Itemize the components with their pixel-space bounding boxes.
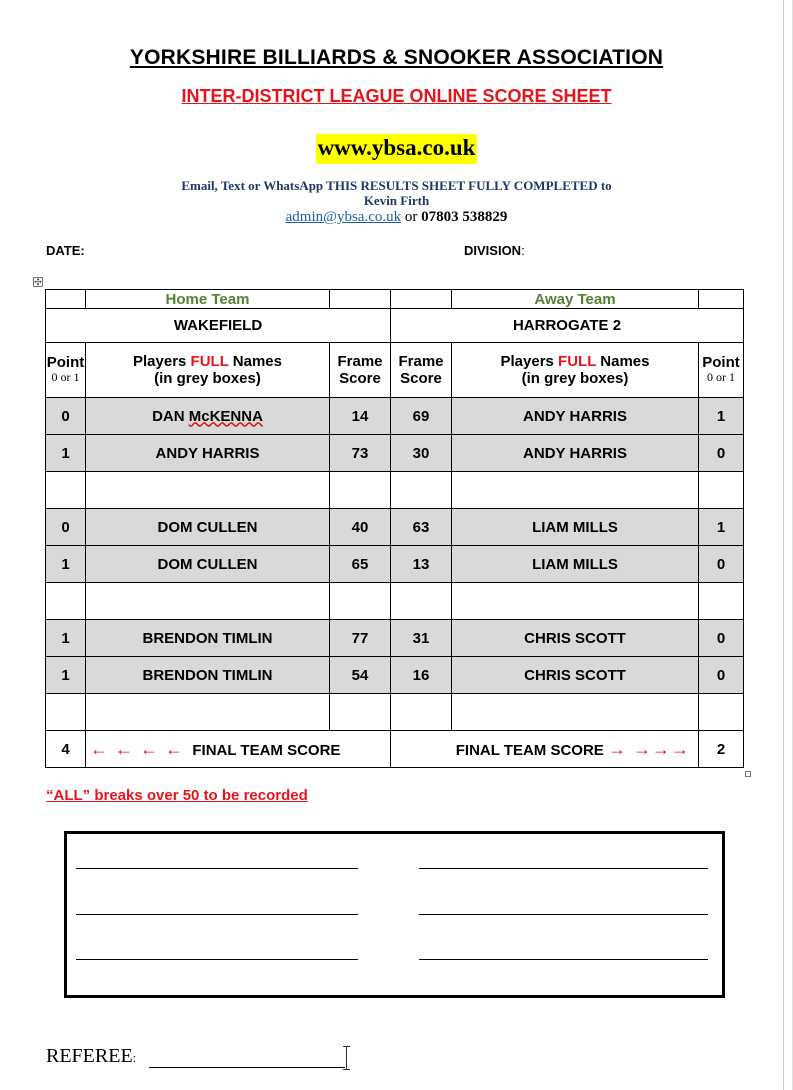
away-score-cell[interactable]: 63 [391, 509, 452, 546]
home-point-header: Point 0 or 1 [46, 343, 86, 398]
home-point-cell[interactable] [46, 472, 86, 509]
home-point-cell[interactable]: 1 [46, 546, 86, 583]
home-score-cell[interactable]: 73 [330, 435, 391, 472]
table-row [46, 435, 744, 472]
away-score-cell[interactable]: 30 [391, 435, 452, 472]
phone-number: 07803 538829 [421, 209, 508, 225]
away-point-header: Point 0 or 1 [699, 343, 744, 398]
away-player-cell[interactable] [452, 583, 699, 620]
final-score-row [46, 731, 744, 768]
move-icon[interactable]: ✣ [34, 277, 42, 287]
table-row [46, 657, 744, 694]
table-row [46, 583, 744, 620]
away-score-cell[interactable] [391, 583, 452, 620]
home-player-cell[interactable] [86, 694, 330, 731]
away-team-name[interactable]: HARROGATE 2 [391, 309, 744, 343]
table-row [46, 546, 744, 583]
table-row [46, 620, 744, 657]
home-final-label: ← ← ← ← FINAL TEAM SCORE [86, 731, 391, 768]
home-player-cell[interactable]: DOM CULLEN [86, 509, 330, 546]
table-row [46, 398, 744, 435]
away-score-cell[interactable]: 16 [391, 657, 452, 694]
home-score-cell[interactable]: 65 [330, 546, 391, 583]
away-final-label: FINAL TEAM SCORE → →→→ [391, 731, 699, 768]
break-line[interactable] [76, 959, 358, 960]
away-player-cell[interactable] [452, 472, 699, 509]
home-total[interactable]: 4 [46, 731, 86, 768]
home-player-cell[interactable] [86, 583, 330, 620]
away-score-cell[interactable]: 69 [391, 398, 452, 435]
home-score-cell[interactable]: 14 [330, 398, 391, 435]
division-label [464, 243, 525, 258]
away-player-cell[interactable]: LIAM MILLS [452, 546, 699, 583]
instructions [0, 178, 793, 208]
away-point-cell[interactable] [699, 583, 744, 620]
page-title: YORKSHIRE BILLIARDS & SNOOKER ASSOCIATION [129, 46, 664, 69]
away-point-cell[interactable]: 0 [699, 620, 744, 657]
break-line[interactable] [419, 914, 708, 915]
text-cursor-icon [346, 1046, 347, 1070]
home-point-cell[interactable] [46, 694, 86, 731]
away-player-cell[interactable]: ANDY HARRIS [452, 398, 699, 435]
email-link[interactable]: admin@ybsa.co.uk [285, 209, 402, 225]
referee-signature-line[interactable] [149, 1067, 345, 1068]
home-players-header: Players FULL Names (in grey boxes) [86, 343, 330, 398]
away-player-cell[interactable] [452, 694, 699, 731]
home-score-cell[interactable]: 40 [330, 509, 391, 546]
website-link[interactable]: www.ybsa.co.uk [316, 134, 478, 164]
away-player-cell[interactable]: LIAM MILLS [452, 509, 699, 546]
or-text: or [404, 209, 418, 225]
away-point-cell[interactable] [699, 472, 744, 509]
away-score-cell[interactable] [391, 472, 452, 509]
away-point-cell[interactable]: 0 [699, 657, 744, 694]
date-label: DATE: [46, 243, 85, 258]
division-colon: : [521, 243, 525, 258]
home-point-cell[interactable]: 1 [46, 435, 86, 472]
column-header-row [46, 343, 744, 398]
home-point-cell[interactable]: 0 [46, 398, 86, 435]
breaks-note: “ALL” breaks over 50 to be recorded [46, 787, 308, 804]
away-team-label: Away Team [452, 290, 699, 309]
table-row [46, 509, 744, 546]
team-name-row [46, 309, 744, 343]
arrow-right-icon: → →→→ [607, 738, 690, 759]
home-score-cell[interactable]: 54 [330, 657, 391, 694]
home-player-cell[interactable]: DAN McKENNA [86, 398, 330, 435]
spellcheck-underline: McKENNA [188, 407, 263, 425]
break-line[interactable] [419, 959, 708, 960]
home-point-cell[interactable]: 0 [46, 509, 86, 546]
away-player-cell[interactable]: ANDY HARRIS [452, 435, 699, 472]
away-player-cell[interactable]: CHRIS SCOTT [452, 657, 699, 694]
home-frame-score-header: Frame Score [330, 343, 391, 398]
resize-handle-icon[interactable] [745, 771, 751, 777]
break-line[interactable] [419, 868, 708, 869]
arrow-left-icon: ← ← ← ← [90, 738, 185, 759]
home-point-cell[interactable] [46, 583, 86, 620]
away-score-cell[interactable] [391, 694, 452, 731]
away-score-cell[interactable]: 13 [391, 546, 452, 583]
home-team-name[interactable]: WAKEFIELD [46, 309, 391, 343]
home-player-cell[interactable]: BRENDON TIMLIN [86, 620, 330, 657]
page-subtitle: INTER-DISTRICT LEAGUE ONLINE SCORE SHEET [181, 86, 612, 106]
away-player-cell[interactable]: CHRIS SCOTT [452, 620, 699, 657]
home-player-cell[interactable]: ANDY HARRIS [86, 435, 330, 472]
breaks-box[interactable] [64, 831, 725, 998]
break-line[interactable] [76, 914, 358, 915]
home-score-cell[interactable]: 77 [330, 620, 391, 657]
contact-details [0, 209, 793, 226]
home-score-cell[interactable] [330, 694, 391, 731]
away-point-cell[interactable]: 1 [699, 509, 744, 546]
away-point-cell[interactable] [699, 694, 744, 731]
break-line[interactable] [76, 868, 358, 869]
away-point-cell[interactable]: 1 [699, 398, 744, 435]
home-point-cell[interactable]: 1 [46, 657, 86, 694]
home-player-cell[interactable]: DOM CULLEN [86, 546, 330, 583]
home-score-cell[interactable] [330, 472, 391, 509]
away-point-cell[interactable]: 0 [699, 546, 744, 583]
home-team-label: Home Team [86, 290, 330, 309]
home-player-cell[interactable]: BRENDON TIMLIN [86, 657, 330, 694]
referee-label: REFEREE: [46, 1045, 137, 1067]
home-score-cell[interactable] [330, 583, 391, 620]
away-total[interactable]: 2 [699, 731, 744, 768]
home-point-cell[interactable]: 1 [46, 620, 86, 657]
division-text: DIVISION [464, 243, 522, 258]
team-label-row [46, 290, 744, 309]
score-table [45, 289, 744, 768]
table-row [46, 694, 744, 731]
instructions-text: Email, Text or WhatsApp THIS RESULTS SHEET FULLY COMPLETED to [181, 178, 612, 193]
home-player-cell[interactable] [86, 472, 330, 509]
away-players-header: Players FULL Names (in grey boxes) [452, 343, 699, 398]
table-row [46, 472, 744, 509]
away-point-cell[interactable]: 0 [699, 435, 744, 472]
away-score-cell[interactable]: 31 [391, 620, 452, 657]
contact-name: Kevin Firth [363, 193, 430, 208]
away-frame-score-header: Frame Score [391, 343, 452, 398]
